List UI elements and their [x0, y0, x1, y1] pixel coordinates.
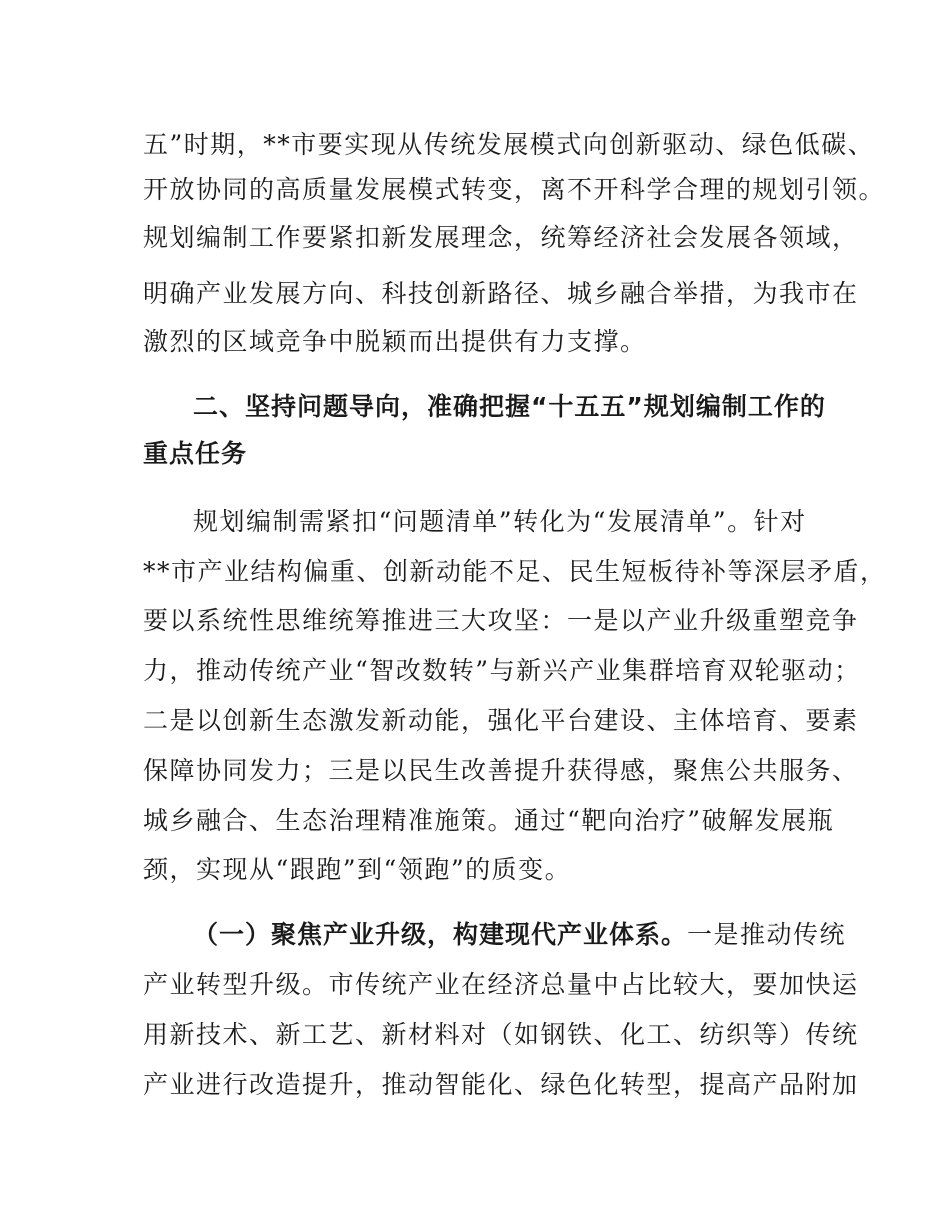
- heading-line: 二、坚持问题导向，准确把握“十五五”规划编制工作的: [193, 392, 826, 421]
- text-line: [193, 920, 846, 950]
- text-line: 开放协同的高质量发展模式转变，离不开科学合理的规划引领。: [143, 175, 886, 204]
- text-line: 五”时期，**市要实现从传统发展模式向创新驱动、绿色低碳、: [143, 130, 875, 159]
- text-line: 颈，实现从“跟跑”到“领跑”的质变。: [143, 855, 572, 884]
- text-line: 明确产业发展方向、科技创新路径、城乡融合举措，为我市在: [143, 279, 859, 308]
- text-line: 二是以创新生态激发新动能，强化平台建设、主体培育、要素: [143, 706, 859, 735]
- subheading-lead: （一）聚焦产业升级，构建现代产业体系。: [193, 920, 688, 949]
- text-line: 城乡融合、生态治理精准施策。通过“靶向治疗”破解发展瓶: [143, 806, 835, 835]
- text-line: 保障协同发力；三是以民生改善提升获得感，聚焦公共服务、: [143, 756, 859, 785]
- text-line: 规划编制需紧扣“问题清单”转化为“发展清单”。针对: [193, 507, 807, 536]
- text-line: 规划编制工作要紧扣新发展理念，统筹经济社会发展各领域，: [143, 223, 859, 252]
- text-line: 激烈的区域竞争中脱颖而出提供有力支撑。: [143, 327, 647, 356]
- heading-line: 重点任务: [143, 439, 248, 468]
- text-line: 力，推动传统产业“智改数转”与新兴产业集群培育双轮驱动；: [143, 656, 861, 685]
- lead-rest: 一是推动传统: [687, 920, 847, 949]
- text-line: **市产业结构偏重、创新动能不足、民生短板待补等深层矛盾，: [143, 557, 887, 586]
- text-line: 要以系统性思维统筹推进三大攻坚：一是以产业升级重塑竞争: [143, 606, 859, 635]
- text-line: 产业进行改造提升，推动智能化、绿色化转型，提高产品附加: [143, 1070, 859, 1099]
- text-line: 产业转型升级。市传统产业在经济总量中占比较大，要加快运: [143, 970, 859, 999]
- text-line: 用新技术、新工艺、新材料对（如钢铁、化工、纺织等）传统: [143, 1020, 859, 1049]
